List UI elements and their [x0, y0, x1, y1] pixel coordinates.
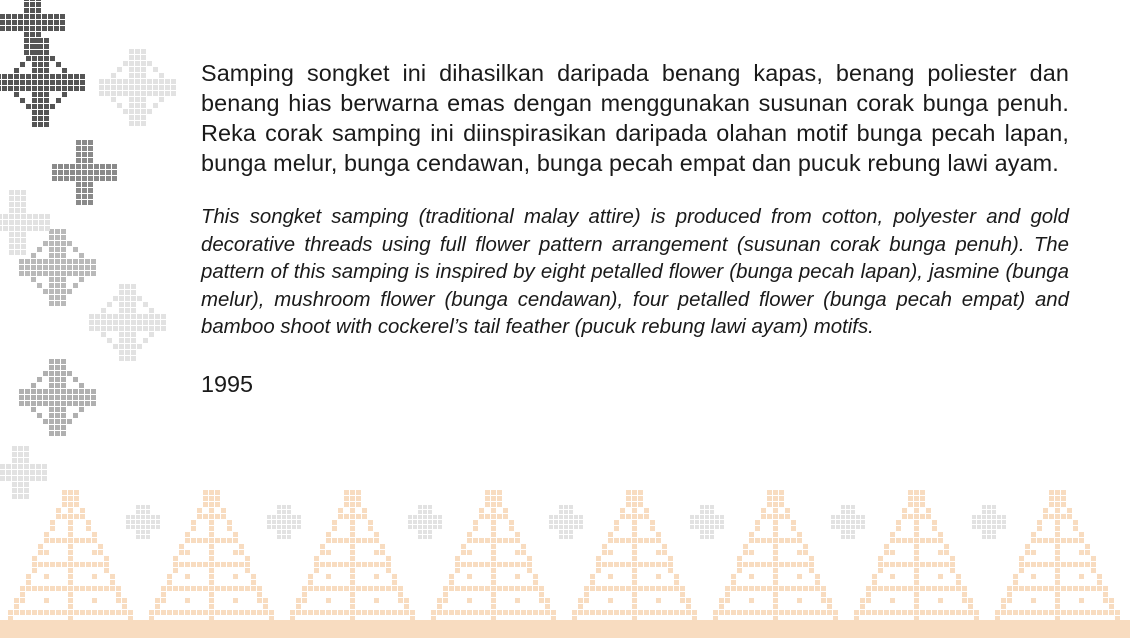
grey-flower-motif [52, 140, 117, 205]
small-flower-motif [549, 505, 583, 539]
small-flower-motif [831, 505, 865, 539]
bamboo-shoot-motif [431, 490, 556, 638]
left-songket-pattern [0, 0, 180, 500]
english-description: This songket samping (traditional malay attire) is produced from cotton, polyester and gold decorative threads using full flower pattern arrangement (susunan corak bunga penuh). The pattern of this samping is inspired by eight petalled flower (bunga pecah lapan), jasmine (bunga melur), mushroom flower (bunga cendawan), four petalled flower (bunga pecah empat) and bamboo shoot with cockerel’s tail feather (pucuk rebung lawi ayam) motifs. [201, 206, 1069, 339]
grey-flower-motif [19, 359, 96, 436]
bamboo-shoot-motif [290, 490, 415, 638]
description-block [201, 58, 1069, 399]
border-base-band [0, 620, 1130, 638]
small-flower-motif [408, 505, 442, 539]
dark-flower-motif [0, 0, 65, 55]
bamboo-shoot-motif [854, 490, 979, 638]
bottom-songket-border [0, 470, 1130, 638]
small-flower-motif [126, 505, 160, 539]
small-flower-motif [972, 505, 1006, 539]
grey-flower-motif [19, 229, 96, 306]
year-label: 1995 [201, 370, 254, 397]
small-flower-motif [267, 505, 301, 539]
bamboo-shoot-motif [995, 490, 1120, 638]
malay-description: Samping songket ini dihasilkan daripada benang kapas, benang poliester dan benang hias berwarna emas dengan menggunakan susunan corak bunga penuh. Reka corak samping ini diinspirasikan daripada olahan motif bunga pecah lapan, bunga melur, bunga cendawan, bunga pecah empat dan pucuk rebung lawi ayam. [201, 60, 1069, 176]
light-flower-motif [89, 284, 166, 361]
light-flower-motif [0, 190, 50, 255]
bamboo-shoot-motif [8, 490, 133, 638]
bamboo-shoot-motif [572, 490, 697, 638]
dark-flower-motif [0, 38, 85, 127]
bamboo-shoot-motif [713, 490, 838, 638]
light-flower-motif [99, 49, 176, 126]
bamboo-shoot-motif [149, 490, 274, 638]
small-flower-motif [690, 505, 724, 539]
